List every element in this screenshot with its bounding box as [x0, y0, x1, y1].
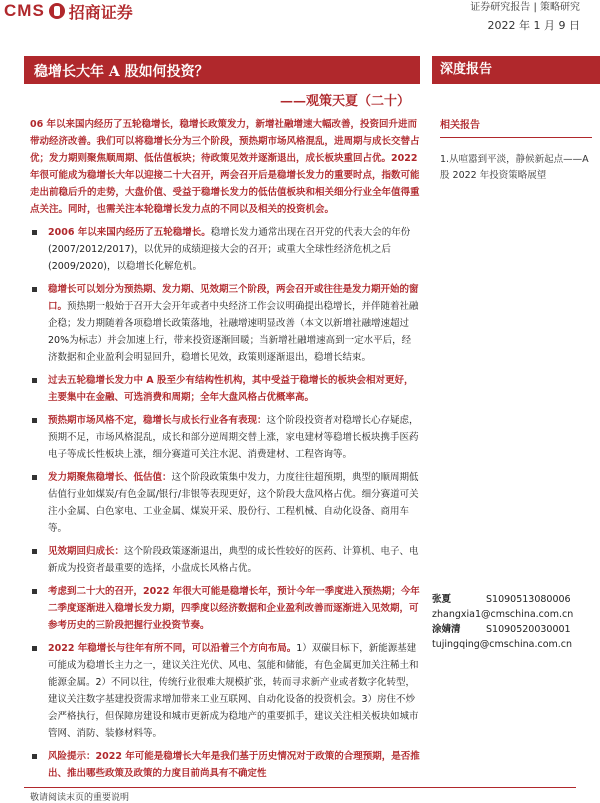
logo-cn: 招商证券 — [68, 2, 133, 22]
analyst-cert: S1090520030001 — [486, 624, 571, 635]
bullet-emphasis: 考虑到二十大的召开，2022 年很大可能是稳增长年，预计今年一季度进入预热期；今年二季度逐渐进入稳增长发力期，四季度以经济数据和企业盈利改善而逐渐进入见效期，可参考历史的三阶段把握行业投资节奏。 — [48, 586, 420, 631]
bullet-emphasis: 风险提示：2022 年可能是稳增长大年是我们基于历史情况对于政策的合理预期，是否推出、推出哪些政策及政策的力度目前尚具有不确定性 — [48, 751, 420, 779]
bullet-item — [30, 748, 420, 782]
bullet-list — [30, 224, 420, 782]
bullet-item — [30, 281, 420, 366]
bullet-item — [30, 583, 420, 634]
bullet-emphasis: 见效期回归成长： — [48, 546, 125, 557]
analyst-cert: S1090513080006 — [486, 594, 571, 605]
analyst-name: 涂婧清 — [432, 624, 461, 635]
related-report-item[interactable]: 1.从喧嚣到平淡，静候新起点——A 股 2022 年投资策略展望 — [440, 154, 589, 181]
bullet-text: 预热期一般始于召开大会开年或者中央经济工作会议明确提出稳增长，并伴随着社融企稳；发力期随着各项稳增长政策落地，社融增速明显改善（本文以新增社融增速超过 20%为标志）并会加速上行，带来投资逐渐回暖；当新增社融增速高到一定水平后，经济数据和企业盈利会明显回升，稳增长见效，政策则逐渐退出，稳增长结束。 — [48, 301, 419, 363]
report-type: 证券研究报告 | 策略研究 — [470, 2, 580, 13]
page-header — [0, 0, 600, 36]
bullet-item — [30, 543, 420, 577]
logo-badge-icon — [49, 3, 65, 19]
bullet-text: 这个阶段政策集中发力，力度往往超预期，典型的顺周期低估值行业如煤炭/有色金属/银行/非银等表现更好，这个阶段大盘风格占优。细分赛道可关注小金属、白色家电、工业金属、煤炭开采、股份行、工程机械、自动化设备、商用车等。 — [48, 472, 419, 534]
analyst-block — [432, 592, 600, 622]
bullet-item — [30, 372, 420, 406]
bullet-item — [30, 224, 420, 275]
footer-divider — [24, 787, 576, 788]
page-subtitle: ——观策天夏（二十） — [280, 94, 411, 109]
analyst-email[interactable]: zhangxia1@cmschina.com.cn — [432, 609, 574, 620]
sidebar — [432, 56, 600, 184]
analyst-email[interactable]: tujingqing@cmschina.com.cn — [432, 639, 573, 650]
bullet-emphasis: 预热期市场风格不定，稳增长与成长行业各有表现： — [48, 415, 267, 426]
sidebar-title: 深度报告 — [432, 56, 600, 84]
analyst-name: 张夏 — [432, 594, 452, 605]
bullet-emphasis: 发力期聚焦稳增长、低估值： — [48, 472, 172, 483]
analyst-block — [432, 622, 600, 652]
bullet-emphasis: 2022 年稳增长与往年有所不同，可以沿着三个方向布局。 — [48, 643, 297, 654]
bullet-item — [30, 469, 420, 537]
company-logo — [4, 0, 133, 22]
bullet-emphasis: 2006 年以来国内经历了五轮稳增长。 — [48, 227, 211, 238]
bullet-emphasis: 过去五轮稳增长发力中 A 股至少有结构性机构，其中受益于稳增长的板块会相对更好，主要集中在金融、可选消费和周期；全年大盘风格占优概率高。 — [48, 375, 414, 403]
bullet-text: 这个阶段政策逐渐退出，典型的成长性较好的医药、计算机、电子、电新成为投资者最重要的选择，小盘成长风格占优。 — [48, 546, 419, 574]
main-content — [30, 116, 420, 788]
logo-text: CMS — [4, 1, 45, 20]
related-reports-title: 相关报告 — [440, 120, 480, 131]
bullet-emphasis: 稳增长可以划分为预热期、发力期、见效期三个阶段，两会召开或往往是发力期开始的窗口。 — [48, 284, 419, 312]
summary-paragraph: 06 年以来国内经历了五轮稳增长，稳增长政策发力，新增社融增速大幅改善，投资回升进而带动经济改善。我们可以将稳增长分为三个阶段，预热期市场风格混乱，进周期与成长交替占优；发力期则聚焦顺周期、低估值板块；待政策见效并逐渐退出，成长板块重回占优。2022 年很可能成为稳增长大年以迎接二十大召开，两会召开后是稳增长发力的重要时点，指数可能走出前稳后升的走势，大盘价值、受益于稳增长发力的低估值板块和相关细分行业全年值得重点关注。同时，也需关注本轮稳增长发力点的不同以及相关的投资机会。 — [30, 119, 420, 215]
page-title: 稳增长大年 A 股如何投资？ — [34, 64, 209, 80]
title-bar — [24, 56, 420, 84]
bullet-text: 这个阶段投资者对稳增长心存疑虑，预期不足，市场风格混乱，成长和部分逆周期交替上涨，家电建材等稳增长板块携手医药电子等成长性板块上涨，细分赛道可关注水泥、消费建材、工程咨询等。 — [48, 415, 419, 460]
footer-note: 敬请阅读末页的重要说明 — [30, 793, 130, 803]
report-meta — [470, 0, 580, 33]
divider — [440, 137, 592, 138]
bullet-item — [30, 412, 420, 463]
bullet-text: 1）双碳目标下，新能源基建可能成为稳增长主力之一，建议关注光伏、风电、氢能和储能，有色金属更加关注稀土和能源金属。2）不同以往，传统行业很难大规模扩张，转而寻求新产业或者数字化转型，建议关注数字基建投资需求增加带来工业互联网、自动化设备的投资机会。3）房住不炒会严格执行，但保障房建设和城市更新成为稳地产的重要抓手，建议关注相关板块如城市管网、消防、装修材料等。 — [48, 643, 419, 739]
bullet-item — [30, 640, 420, 742]
bullet-text: 稳增长发力通常出现在召开党的代表大会的年份(2007/2012/2017)，以优异的成绩迎接大会的召开；或重大全球性经济危机之后(2009/2020)，以稳增长化解危机。 — [48, 227, 411, 272]
report-date: 2022 年 1 月 9 日 — [487, 19, 580, 32]
